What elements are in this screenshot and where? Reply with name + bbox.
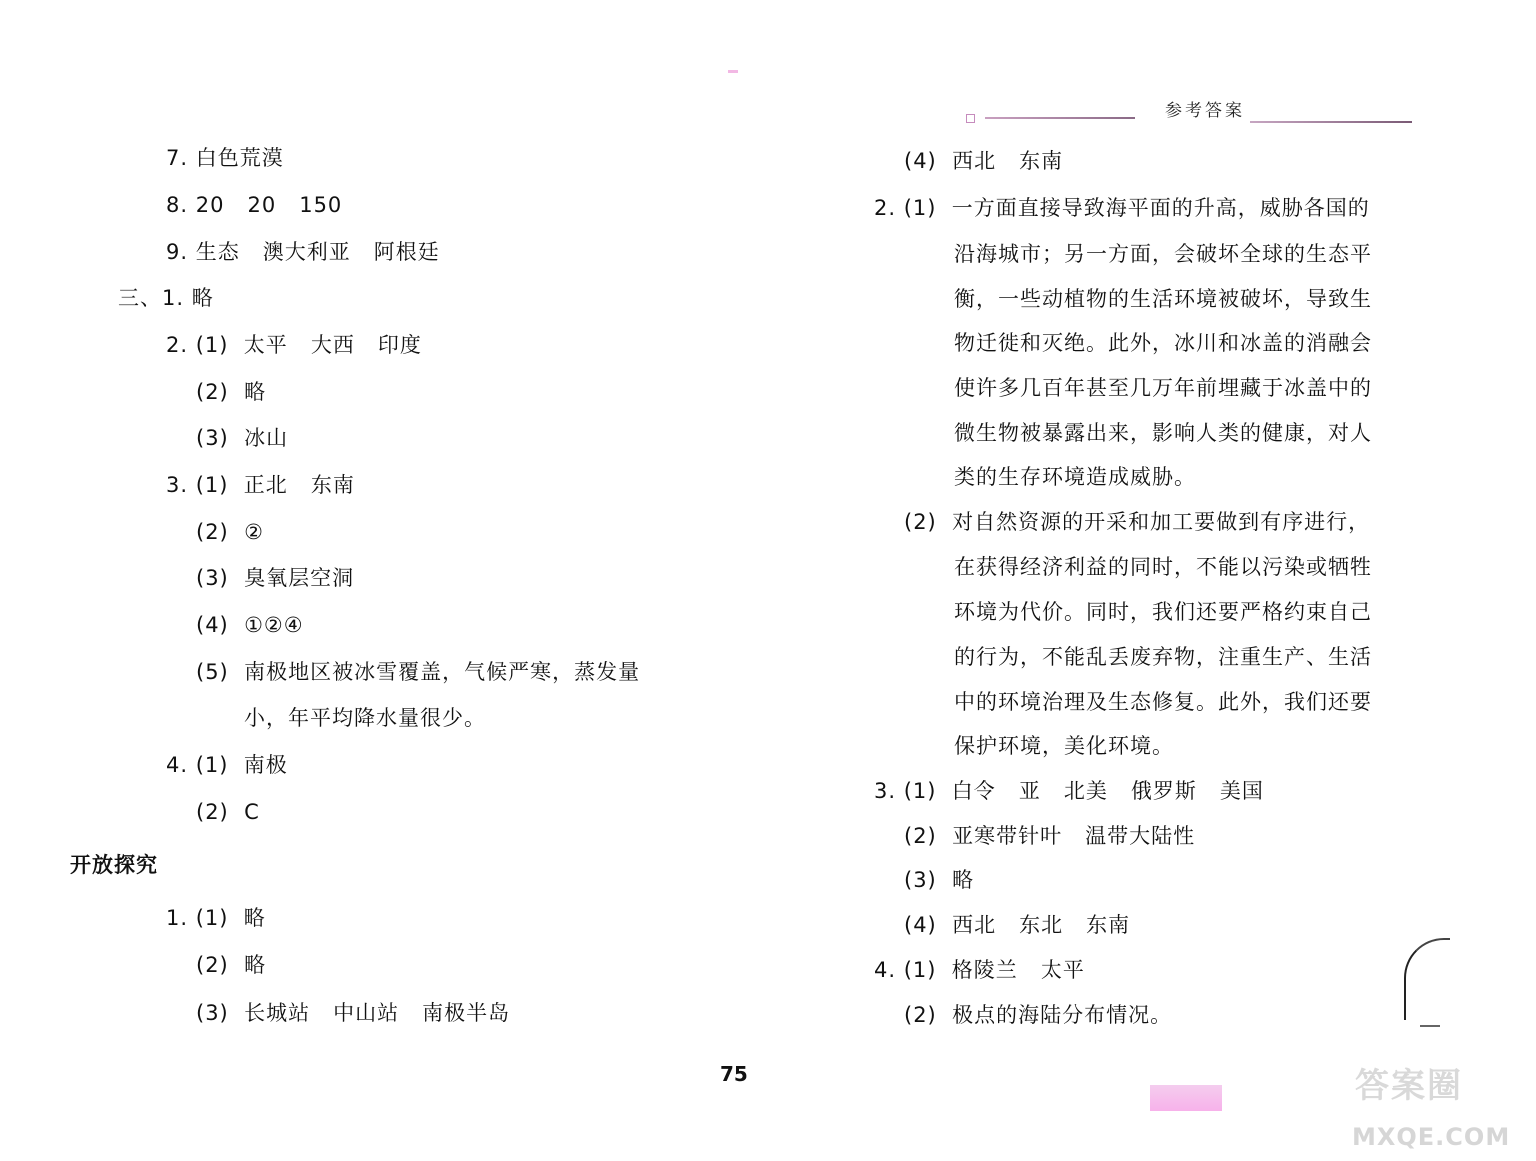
answer-line: 沿海城市；另一方面，会破坏全球的生态平 xyxy=(954,242,1372,266)
answer-line: 3. (1) 正北 东南 xyxy=(166,473,355,497)
answer-line: (4) 西北 东南 xyxy=(904,149,1064,173)
answer-line: (3) 冰山 xyxy=(196,426,289,450)
print-speck xyxy=(728,70,738,73)
answer-line: 中的环境治理及生态修复。此外，我们还要 xyxy=(954,690,1372,714)
answer-line: (5) 南极地区被冰雪覆盖，气候严寒，蒸发量 xyxy=(196,660,641,684)
header-rule-right xyxy=(1250,121,1412,123)
answer-line: 2. (1) 太平 大西 印度 xyxy=(166,333,422,357)
answer-line: 7. 白色荒漠 xyxy=(166,146,284,170)
answer-line: 4. (1) 南极 xyxy=(166,753,288,777)
answer-line: 物迁徙和灭绝。此外，冰川和冰盖的消融会 xyxy=(954,331,1372,355)
answer-line: (3) 略 xyxy=(904,868,975,892)
answer-line: 微生物被暴露出来，影响人类的健康，对人 xyxy=(954,421,1372,445)
answer-line: (2) 对自然资源的开采和加工要做到有序进行， xyxy=(904,510,1371,534)
answer-line: (2) C xyxy=(196,800,260,824)
answer-line: 小，年平均降水量很少。 xyxy=(244,706,486,730)
section-heading-open-inquiry: 开放探究 xyxy=(70,853,158,877)
scan-mark xyxy=(1420,1025,1440,1027)
page-number: 75 xyxy=(720,1062,748,1086)
answer-line: 保护环境，美化环境。 xyxy=(954,734,1174,758)
watermark-url: MXQE.COM xyxy=(1352,1123,1511,1151)
answer-line: 在获得经济利益的同时，不能以污染或牺牲 xyxy=(954,555,1372,579)
answer-line: (2) 略 xyxy=(196,953,267,977)
answer-line: 9. 生态 澳大利亚 阿根廷 xyxy=(166,240,440,264)
answer-line: 2. (1) 一方面直接导致海平面的升高，威胁各国的 xyxy=(874,196,1370,220)
scan-mark xyxy=(1404,938,1450,1020)
answer-line: 使许多几百年甚至几万年前埋藏于冰盖中的 xyxy=(954,376,1372,400)
answer-line: 3. (1) 白令 亚 北美 俄罗斯 美国 xyxy=(874,779,1264,803)
answer-line: (3) 长城站 中山站 南极半岛 xyxy=(196,1001,511,1025)
answer-line: 类的生存环境造成威胁。 xyxy=(954,465,1196,489)
answer-line: (2) ② xyxy=(196,520,264,544)
answer-line: 1. (1) 略 xyxy=(166,906,266,930)
answer-line: 衡，一些动植物的生活环境被破坏，导致生 xyxy=(954,287,1372,311)
page-header-title: 参考答案 xyxy=(1165,101,1245,121)
answer-line: 8. 20 20 150 xyxy=(166,193,343,217)
header-rule-left xyxy=(985,117,1135,119)
answer-line: (2) 亚寒带针叶 温带大陆性 xyxy=(904,824,1196,848)
answer-line: (4) 西北 东北 东南 xyxy=(904,913,1131,937)
answer-line: 的行为，不能乱丢废弃物，注重生产、生活 xyxy=(954,645,1372,669)
answer-line: (2) 略 xyxy=(196,380,267,404)
answer-line: (4) ①②④ xyxy=(196,613,304,637)
answer-line: (2) 极点的海陆分布情况。 xyxy=(904,1003,1173,1027)
highlight-smudge xyxy=(1150,1085,1222,1111)
header-ornament xyxy=(966,114,975,123)
watermark-logo: 答案圈 xyxy=(1355,1066,1463,1106)
answer-line: 4. (1) 格陵兰 太平 xyxy=(874,958,1085,982)
answer-line: (3) 臭氧层空洞 xyxy=(196,566,355,590)
answer-line: 环境为代价。同时，我们还要严格约束自己 xyxy=(954,600,1372,624)
section-3-line: 三、1. 略 xyxy=(118,286,214,310)
